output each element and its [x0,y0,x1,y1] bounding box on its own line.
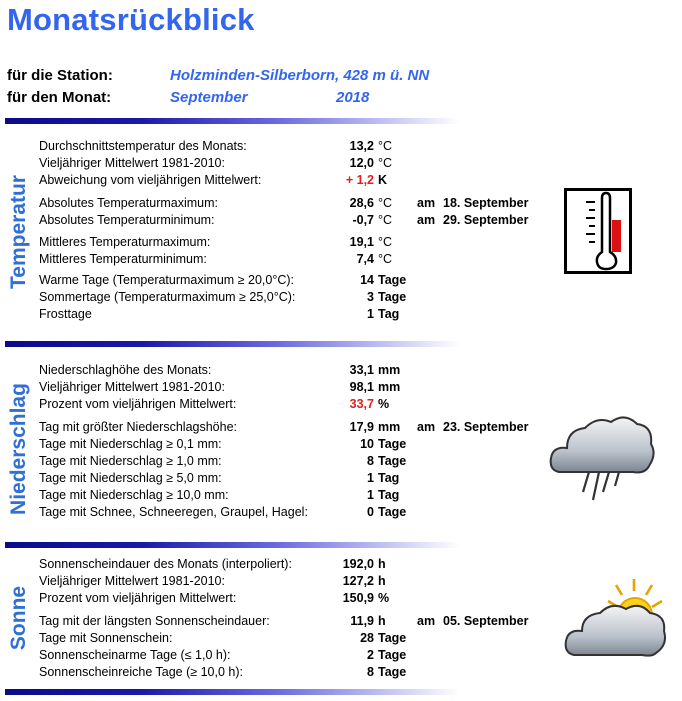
row-date: 05. September [443,614,529,628]
station-value: Holzminden-Silberborn, 428 m ü. NN [170,67,430,84]
row-unit: h [378,574,386,588]
row-value: 1 [367,471,374,485]
row-value: 17,9 [349,420,374,434]
section-title-sonne: Sonne [7,585,31,651]
row-value: 3 [367,290,374,304]
row-value: 33,1 [349,363,374,377]
row-unit: h [378,614,386,628]
row-value: 98,1 [349,380,374,394]
month-value: September [170,89,248,106]
row-value: 28 [360,631,374,645]
row-value: 13,2 [349,139,374,153]
row-unit: Tage [378,505,407,519]
sun-cloud-icon [562,577,668,665]
row-value: 1 [367,307,374,321]
rain-row-2 [0,379,682,396]
row-value: 1 [367,488,374,502]
divider-rain-sun [5,542,460,548]
page-title: Monatsrückblick [7,2,255,37]
row-unit: °C [378,139,393,153]
divider-temp-rain [5,341,460,347]
row-value: -0,7 [352,213,374,227]
row-value: 33,7 [349,397,374,411]
temp-row-10 [0,306,682,323]
row-label: Tage mit Sonnenschein: [39,631,173,645]
row-label: Frosttage [39,307,92,321]
row-label: Warme Tage (Temperaturmaximum ≥ 20,0°C): [39,273,294,287]
row-label: Tage mit Niederschlag ≥ 0,1 mm: [39,437,222,451]
month-label: für den Monat: [7,89,112,106]
sun-row-7 [0,664,682,681]
row-unit: °C [378,235,393,249]
row-unit: K [378,173,388,187]
row-value: 8 [367,454,374,468]
row-unit: Tage [378,273,407,287]
row-label: Prozent vom vieljährigen Mittelwert: [39,591,237,605]
sun-row-1 [0,556,682,573]
row-unit: °C [378,213,393,227]
row-label: Sonnenscheindauer des Monats (interpoliert): [39,557,292,571]
divider-top [5,118,460,124]
row-label: Prozent vom vieljährigen Mittelwert: [39,397,237,411]
row-date: 23. September [443,420,529,434]
row-unit: °C [378,156,393,170]
temp-row-8 [0,272,682,289]
row-unit: Tage [378,290,407,304]
row-value: + 1,2 [345,173,374,187]
row-label: Tage mit Niederschlag ≥ 5,0 mm: [39,471,222,485]
row-unit: Tage [378,437,407,451]
row-date: 18. September [443,196,529,210]
row-value: 7,4 [356,252,374,266]
row-label: Tag mit größter Niederschlagshöhe: [39,420,238,434]
row-unit: °C [378,252,393,266]
row-label: Sonnenscheinarme Tage (≤ 1,0 h): [39,648,231,662]
row-unit: mm [378,363,401,377]
rain-row-1 [0,362,682,379]
row-unit: h [378,557,386,571]
row-value: 19,1 [349,235,374,249]
row-label: Tage mit Schnee, Schneeregen, Graupel, Hagel: [39,505,308,519]
row-am: am [417,614,436,628]
thermometer-icon [564,188,632,274]
row-unit: °C [378,196,393,210]
temp-row-2 [0,155,682,172]
row-unit: Tag [378,488,400,502]
rain-cloud-icon [545,410,659,506]
row-value: 2 [367,648,374,662]
row-value: 0 [367,505,374,519]
row-unit: Tage [378,454,407,468]
row-label: Sommertage (Temperaturmaximum ≥ 25,0°C): [39,290,296,304]
station-label: für die Station: [7,67,113,84]
row-unit: % [378,591,390,605]
row-label: Absolutes Temperaturminimum: [39,213,215,227]
row-label: Tage mit Niederschlag ≥ 1,0 mm: [39,454,222,468]
row-value: 150,9 [342,591,374,605]
row-label: Absolutes Temperaturmaximum: [39,196,219,210]
row-value: 14 [360,273,374,287]
row-unit: mm [378,420,401,434]
row-am: am [417,213,436,227]
row-value: 127,2 [342,574,374,588]
row-unit: Tage [378,665,407,679]
row-value: 11,9 [350,614,374,628]
row-am: am [417,420,436,434]
row-unit: Tage [378,631,407,645]
row-label: Tage mit Niederschlag ≥ 10,0 mm: [39,488,229,502]
row-label: Abweichung vom vieljährigen Mittelwert: [39,173,262,187]
row-unit: Tag [378,471,400,485]
row-am: am [417,196,436,210]
row-label: Niederschlaghöhe des Monats: [39,363,212,377]
divider-bottom [5,689,460,695]
row-unit: % [378,397,390,411]
row-date: 29. September [443,213,529,227]
rain-row-9 [0,504,682,521]
row-label: Mittleres Temperaturminimum: [39,252,207,266]
row-value: 10 [360,437,374,451]
row-value: 8 [367,665,374,679]
row-value: 12,0 [349,156,374,170]
row-value: 28,6 [349,196,374,210]
row-value: 192,0 [342,557,374,571]
row-label: Mittleres Temperaturmaximum: [39,235,211,249]
row-unit: mm [378,380,401,394]
temp-row-1 [0,138,682,155]
temp-row-3 [0,172,682,189]
row-label: Durchschnittstemperatur des Monats: [39,139,247,153]
temp-row-9 [0,289,682,306]
row-label: Tag mit der längsten Sonnenscheindauer: [39,614,270,628]
row-unit: Tag [378,307,400,321]
row-label: Vieljähriger Mittelwert 1981-2010: [39,156,225,170]
section-title-temperatur: Temperatur [7,175,31,289]
year-value: 2018 [336,89,370,106]
row-unit: Tage [378,648,407,662]
section-title-niederschlag: Niederschlag [7,382,31,515]
row-label: Vieljähriger Mittelwert 1981-2010: [39,574,225,588]
row-label: Vieljähriger Mittelwert 1981-2010: [39,380,225,394]
row-label: Sonnenscheinreiche Tage (≥ 10,0 h): [39,665,243,679]
